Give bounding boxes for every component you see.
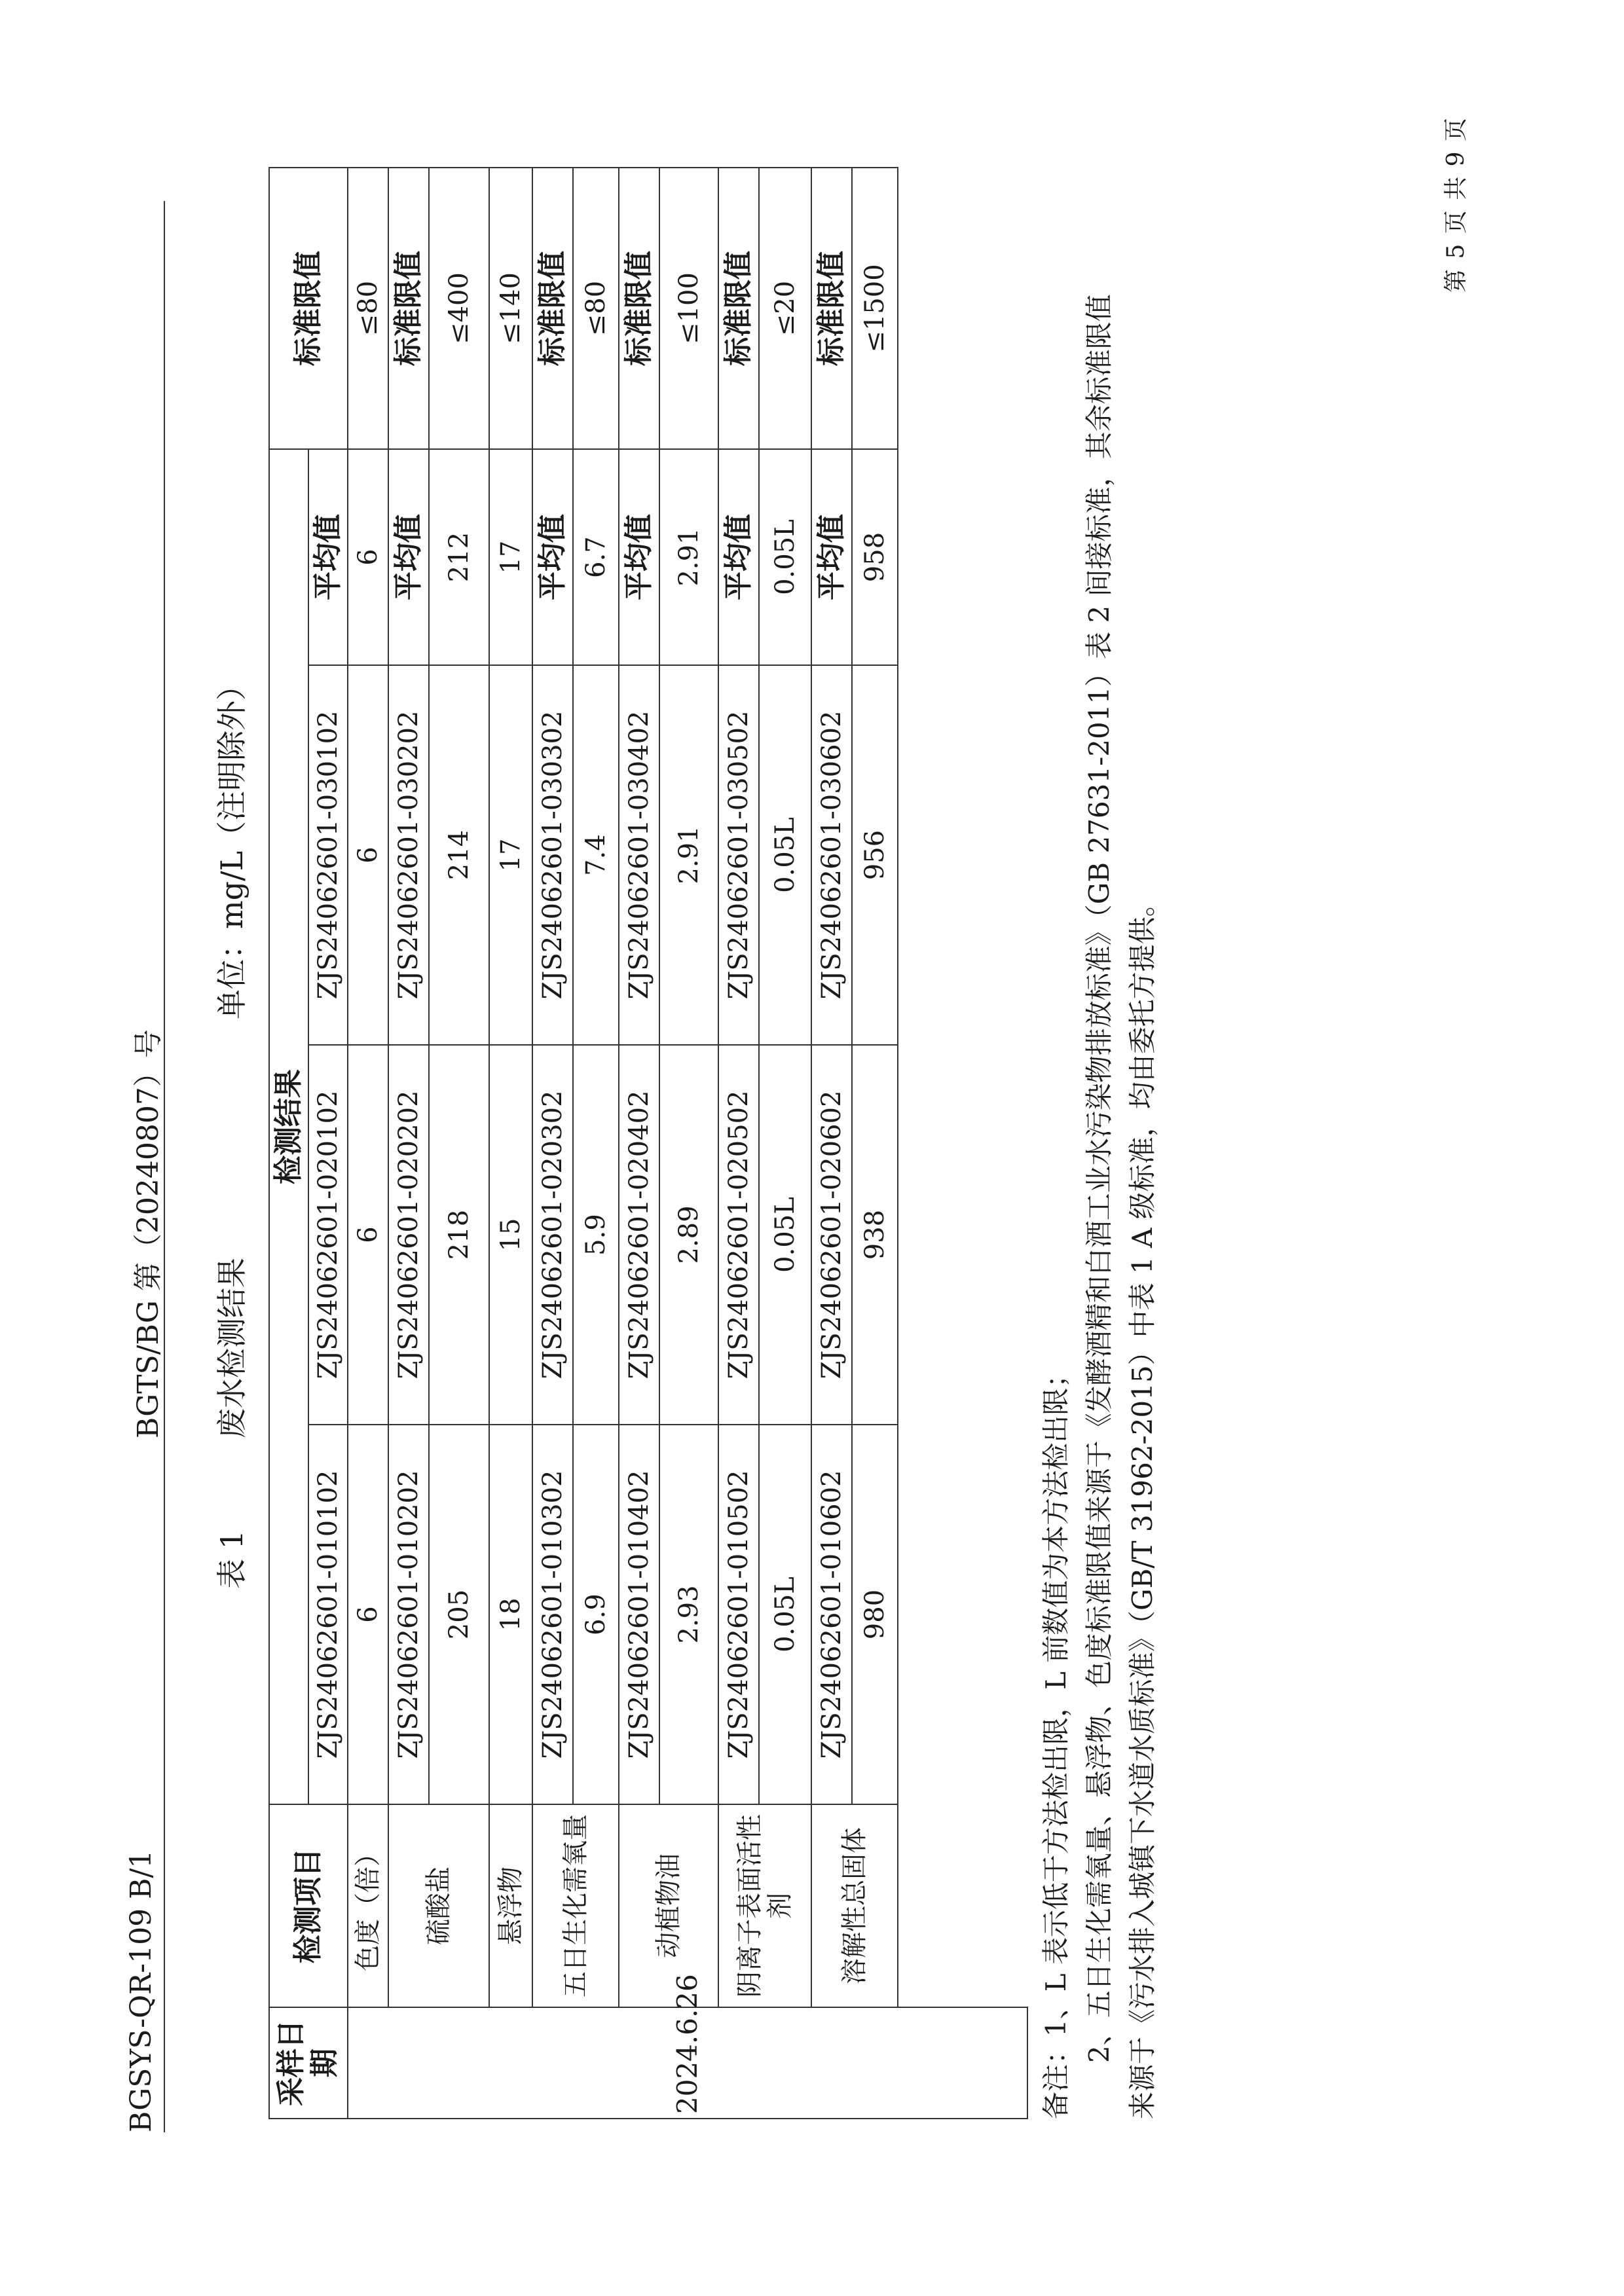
limit-header: 标准限值 (718, 168, 759, 449)
value-cell: 15 (489, 1045, 532, 1425)
avg-header: 平均值 (532, 449, 573, 665)
value-cell: 956 (852, 665, 898, 1045)
value-cell: 6.9 (573, 1425, 619, 1804)
limit-cell: ≤20 (759, 168, 811, 449)
avg-header: 平均值 (718, 449, 759, 665)
col-date-header: 采样日期 (269, 2007, 348, 2119)
avg-cell: 6 (348, 449, 388, 665)
sample-id: ZJS24062601-030602 (811, 665, 852, 1045)
limit-cell: ≤80 (573, 168, 619, 449)
value-cell: 0.05L (759, 665, 811, 1045)
item-name: 色度（倍） (348, 1804, 388, 2007)
sample-id: ZJS24062601-010402 (619, 1425, 659, 1804)
sample-id: ZJS24062601-030502 (718, 665, 759, 1045)
avg-cell: 2.91 (659, 449, 718, 665)
sample-id: ZJS24062601-020102 (308, 1045, 348, 1425)
id-row (388, 168, 429, 2119)
value-cell: 6 (348, 665, 388, 1045)
value-cell: 214 (429, 665, 489, 1045)
value-cell: 0.05L (759, 1045, 811, 1425)
avg-cell: 212 (429, 449, 489, 665)
sample-id: ZJS24062601-010502 (718, 1425, 759, 1804)
results-table (268, 167, 1028, 2119)
item-name: 悬浮物 (489, 1804, 532, 2007)
item-name: 动植物油 (619, 1804, 718, 2007)
value-cell: 7.4 (573, 665, 619, 1045)
value-cell: 6 (348, 1425, 388, 1804)
limit-header: 标准限值 (619, 168, 659, 449)
sample-id: ZJS24062601-020202 (388, 1045, 429, 1425)
limit-header: 标准限值 (388, 168, 429, 449)
limit-header: 标准限值 (532, 168, 573, 449)
header-rule (164, 201, 165, 2132)
sample-id: ZJS24062601-010602 (811, 1425, 852, 1804)
value-cell: 980 (852, 1425, 898, 1804)
sample-id: ZJS24062601-030102 (308, 665, 348, 1045)
value-cell: 18 (489, 1425, 532, 1804)
value-cell: 5.9 (573, 1045, 619, 1425)
table-label: 表 1 (214, 1530, 249, 1589)
sample-id: ZJS24062601-030402 (619, 665, 659, 1045)
sample-id: ZJS24062601-020302 (532, 1045, 573, 1425)
sample-id: ZJS24062601-010302 (532, 1425, 573, 1804)
id-row (811, 168, 852, 2119)
spacer-row (898, 168, 963, 2119)
value-cell: 218 (429, 1045, 489, 1425)
id-row (532, 168, 573, 2119)
avg-cell: 0.05L (759, 449, 811, 665)
avg-cell: 6.7 (573, 449, 619, 665)
limit-cell: ≤80 (348, 168, 388, 449)
note-line-1: 备注：1、L 表示低于方法检出限，L 前数值为本方法检出限； (1040, 1360, 1072, 2119)
col-item-header: 检测项目 (269, 1804, 348, 2007)
spacer-row (963, 168, 1028, 2119)
avg-cell: 17 (489, 449, 532, 665)
sample-id: ZJS24062601-010202 (388, 1425, 429, 1804)
item-name: 硫酸盐 (388, 1804, 489, 2007)
page-number: 第 5 页 共 9 页 (1443, 116, 1469, 293)
table-title: 废水检测结果 (214, 1258, 249, 1438)
report-number: BGTS/BG 第（20240807）号 (132, 1029, 165, 1438)
col-limit-header: 标准限值 (269, 168, 348, 449)
notes-section (1035, 168, 1164, 2119)
note-line-3: 来源于《污水排入城镇下水道水质标准》（GB/T 31962-2015）中表 1 A 级标准，均由委托方提供。 (1126, 889, 1158, 2119)
avg-header: 平均值 (619, 449, 659, 665)
id-row (718, 168, 759, 2119)
sample-id: ZJS24062601-020602 (811, 1045, 852, 1425)
col-results-header: 检测结果 (269, 449, 308, 1804)
note-line-2: 2、五日生化需氧量、悬浮物、色度标准限值来源于《发酵酒精和白酒工业水污染物排放标准》（GB 27631-2011）表 2 间接标准，其余标准限值 (1083, 294, 1115, 2063)
header-row-1 (269, 168, 308, 2119)
limit-cell: ≤1500 (852, 168, 898, 449)
table-row (348, 168, 388, 2119)
value-cell: 2.89 (659, 1045, 718, 1425)
form-code: BGSYS-QR-109 B/1 (124, 1850, 158, 2132)
sample-id: ZJS24062601-030302 (532, 665, 573, 1045)
value-cell: 2.91 (659, 665, 718, 1045)
sample-id: ZJS24062601-020402 (619, 1045, 659, 1425)
item-name: 五日生化需氧量 (532, 1804, 619, 2007)
value-cell: 0.05L (759, 1425, 811, 1804)
item-name: 阴离子表面活性剂 (718, 1804, 811, 2007)
avg-header: 平均值 (388, 449, 429, 665)
limit-header: 标准限值 (811, 168, 852, 449)
sample-id: ZJS24062601-010102 (308, 1425, 348, 1804)
value-cell: 17 (489, 665, 532, 1045)
item-name: 溶解性总固体 (811, 1804, 898, 2007)
avg-cell: 958 (852, 449, 898, 665)
value-cell: 6 (348, 1045, 388, 1425)
sample-id: ZJS24062601-020502 (718, 1045, 759, 1425)
sample-id: ZJS24062601-030202 (388, 665, 429, 1045)
value-cell: 205 (429, 1425, 489, 1804)
table-row (489, 168, 532, 2119)
id-row (619, 168, 659, 2119)
value-cell: 2.93 (659, 1425, 718, 1804)
limit-cell: ≤140 (489, 168, 532, 449)
avg-header: 平均值 (811, 449, 852, 665)
limit-cell: ≤400 (429, 168, 489, 449)
table-unit: 单位：mg/L（注明除外） (214, 670, 249, 1019)
avg-header: 平均值 (308, 449, 348, 665)
sampling-date: 2024.6.26 (348, 2007, 1027, 2119)
value-cell: 938 (852, 1045, 898, 1425)
limit-cell: ≤100 (659, 168, 718, 449)
